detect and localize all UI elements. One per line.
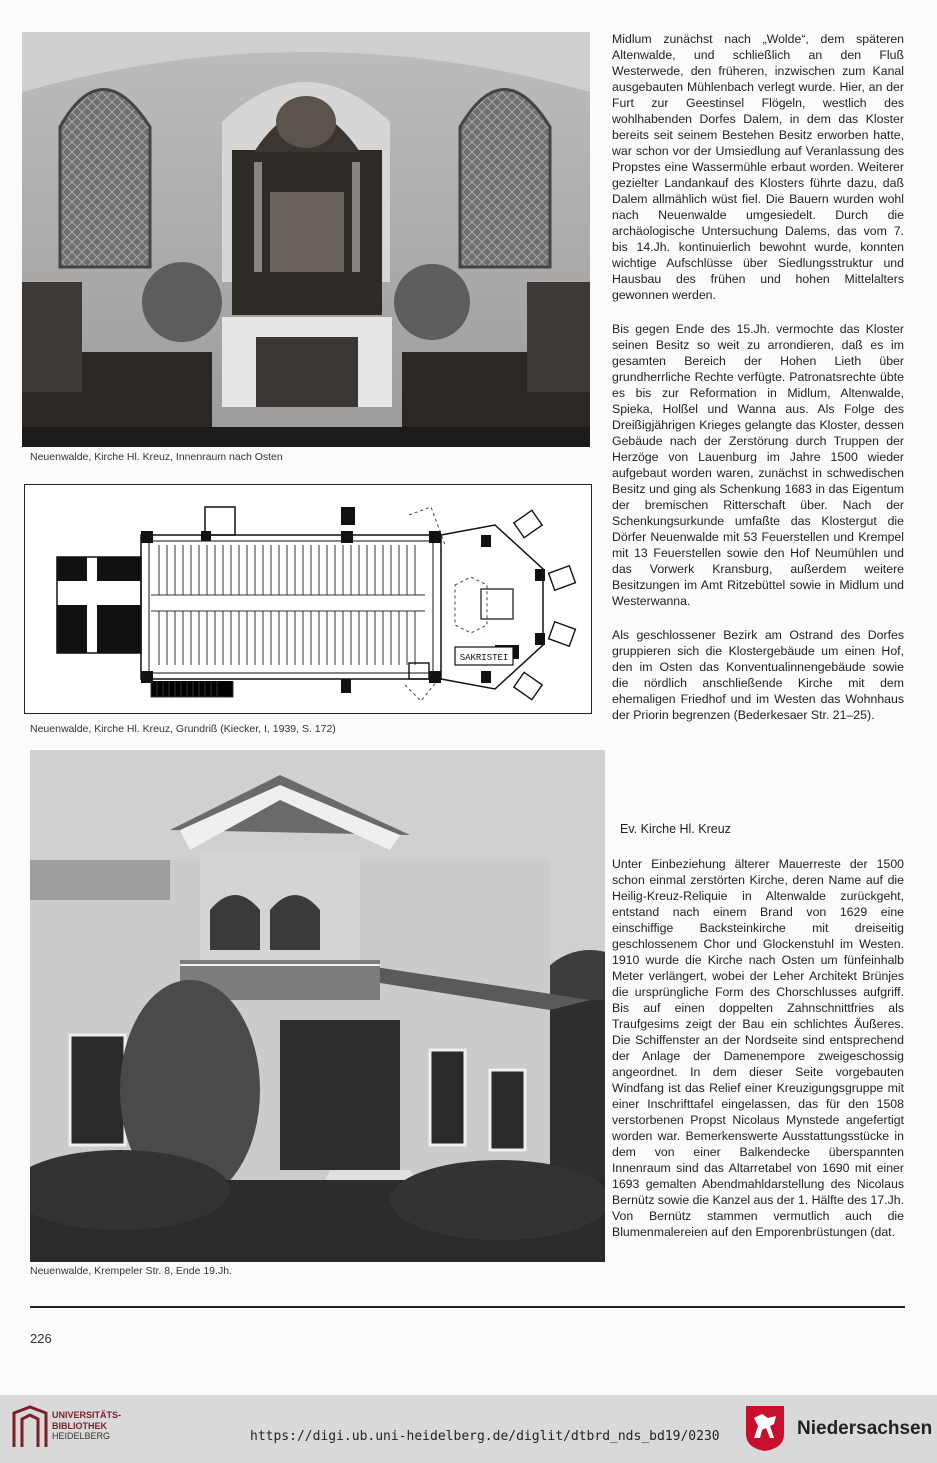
text-column-upper	[612, 31, 904, 737]
interior-photo-caption: Neuenwalde, Kirche Hl. Kreuz, Innenraum nach Osten	[30, 451, 283, 463]
library-logo-icon	[10, 1405, 50, 1451]
library-name-line-2: BIBLIOTHEK	[52, 1420, 107, 1431]
sakristei-label: SAKRISTEI	[459, 653, 509, 663]
library-name	[52, 1410, 121, 1442]
section-heading: Ev. Kirche Hl. Kreuz	[620, 822, 731, 836]
church-floor-plan	[24, 484, 592, 714]
library-name-line-3: HEIDELBERG	[52, 1431, 111, 1441]
paragraph-4: Unter Einbeziehung älterer Mauerreste der 1500 schon einmal zerstörten Kirche, deren Name auf die Heilig-Kreuz-Reliquie in Altenwalde zurückgeht, entstand nach einem Brand von 1629 eine einschiffige Backsteinkirche mit dreiseitig geschlossenem Chor und Glockenstuhl im Westen. 1910 wurde die Kirche nach Osten um fünfeinhalb Meter verlängert, wobei der Leher Architekt Brünjes die ursprüngliche Form des Chorschlusses aufgriff. Bis auf einen doppelten Zahnschnittfries als Traufgesims zeigt der Bau ein schlichtes Äußeres. Die Schiffenster an der Nordseite sind entsprechend der Anlage der Damenempore zweigeschossig angeordnet. In dem dieser Seite vorgebauten Windfang ist das Relief einer Kreuzigungsgruppe mit einer Inschrifttafel eingelassen, das für den 1508 verstorbenen Propst Nicolaus Mynstede angefertigt worden war. Bemerkenswerte Ausstattungsstücke in dem von einer Balkendecke überspannten Innenraum sind das Altarretabel von 1690 mit einer 1693 gemalten Abendmahldarstellung des Nicolaus Bernütz sowie die Kanzel aus der 1. Hälfte des 17.Jh. Von Bernütz stammen vermutlich auch die Blumenmalereien auf den Emporenbrüstungen (dat.	[612, 857, 904, 1239]
document-url-link[interactable]: https://digi.ub.uni-heidelberg.de/diglit/dtbrd_nds_bd19/0230	[250, 1429, 720, 1444]
page-rule	[30, 1306, 905, 1308]
paragraph-1: Midlum zunächst nach „Wolde“, dem späteren Altenwalde, und schließlich an den Fluß Westerwede, den früheren, inzwischen zum Kanal ausgebauten Mühlenbach verlegt wurde. Hier, an der Furt zur Geestinsel Flögeln, westlich des wohlhabenden Dorfes Dalem, in dem das Kloster bereits seit seinem Bestehen Besitz erworben hatte, war schon vor der Umsiedlung auf Veranlassung des Propstes eine Wassermühle erbaut worden. Weiterer gezielter Landankauf des Klosters führte dazu, daß Dalem allmählich wüst fiel. Die Bauern wurden wohl nach Neuenwalde umgesiedelt. Durch die archäologische Untersuchung Dalems, das vom 7. bis 14.Jh. kontinuierlich bewohnt wurde, konnten wichtige Aufschlüsse über Siedlungsstruktur und Hausbau des frühen und hohen Mittelalters gewonnen werden.	[612, 32, 904, 302]
house-illustration	[30, 750, 605, 1262]
page-number: 226	[30, 1331, 52, 1346]
house-photo-caption: Neuenwalde, Krempeler Str. 8, Ende 19.Jh.	[30, 1265, 232, 1277]
horse-crest-icon	[744, 1404, 786, 1452]
floor-plan-drawing	[25, 485, 591, 713]
state-name: Niedersachsen	[797, 1418, 933, 1439]
house-photo	[30, 750, 605, 1262]
library-name-line-1: UNIVERSITÄTS-	[52, 1410, 122, 1420]
paragraph-2: Bis gegen Ende des 15.Jh. vermochte das Kloster seinen Besitz so weit zu arrondieren, daß es im gesamten Bereich der Hohen Lieth über grundherrliche Rechte verfügte. Patronatsrechte übte es bis zur Reformation in Midlum, Altenwalde, Spieka, Holßel und Wanna aus. Als Folge des Dreißigjährigen Krieges gelangte das Kloster, dessen Gebäude nach der Zerstörung durch Truppen der Herzöge von Lauenburg im Jahre 1500 wieder aufgebaut worden waren, zunächst in schwedischen Besitz und ging als Schenkung 1683 in das Eigentum der bremischen Ritterschaft über. Nach der Schenkungsurkunde umfaßte das Klostergut die Dörfer Neuenwalde mit 53 Feuerstellen und Krempel mit 13 Feuerstellen sowie den Hof Neumühlen und das Vorwerk Kransburg, außerdem weitere Besitzungen im Amt Ritzebüttel sowie in Midlum und Westerwanna.	[612, 322, 904, 608]
church-interior-photo	[22, 32, 590, 447]
text-column-lower	[612, 856, 904, 1254]
plan-caption: Neuenwalde, Kirche Hl. Kreuz, Grundriß (Kiecker, I, 1939, S. 172)	[30, 723, 336, 735]
church-interior-illustration	[22, 32, 590, 447]
paragraph-3: Als geschlossener Bezirk am Ostrand des Dorfes gruppieren sich die Klostergebäude um einen Hof, den im Osten das Konventualinnengebäude sowie die nördlich anschließende Kirche mit dem ehemaligen Friedhof und im Westen das Wohnhaus der Priorin begrenzen (Bederkesaer Str. 21–25).	[612, 628, 904, 722]
